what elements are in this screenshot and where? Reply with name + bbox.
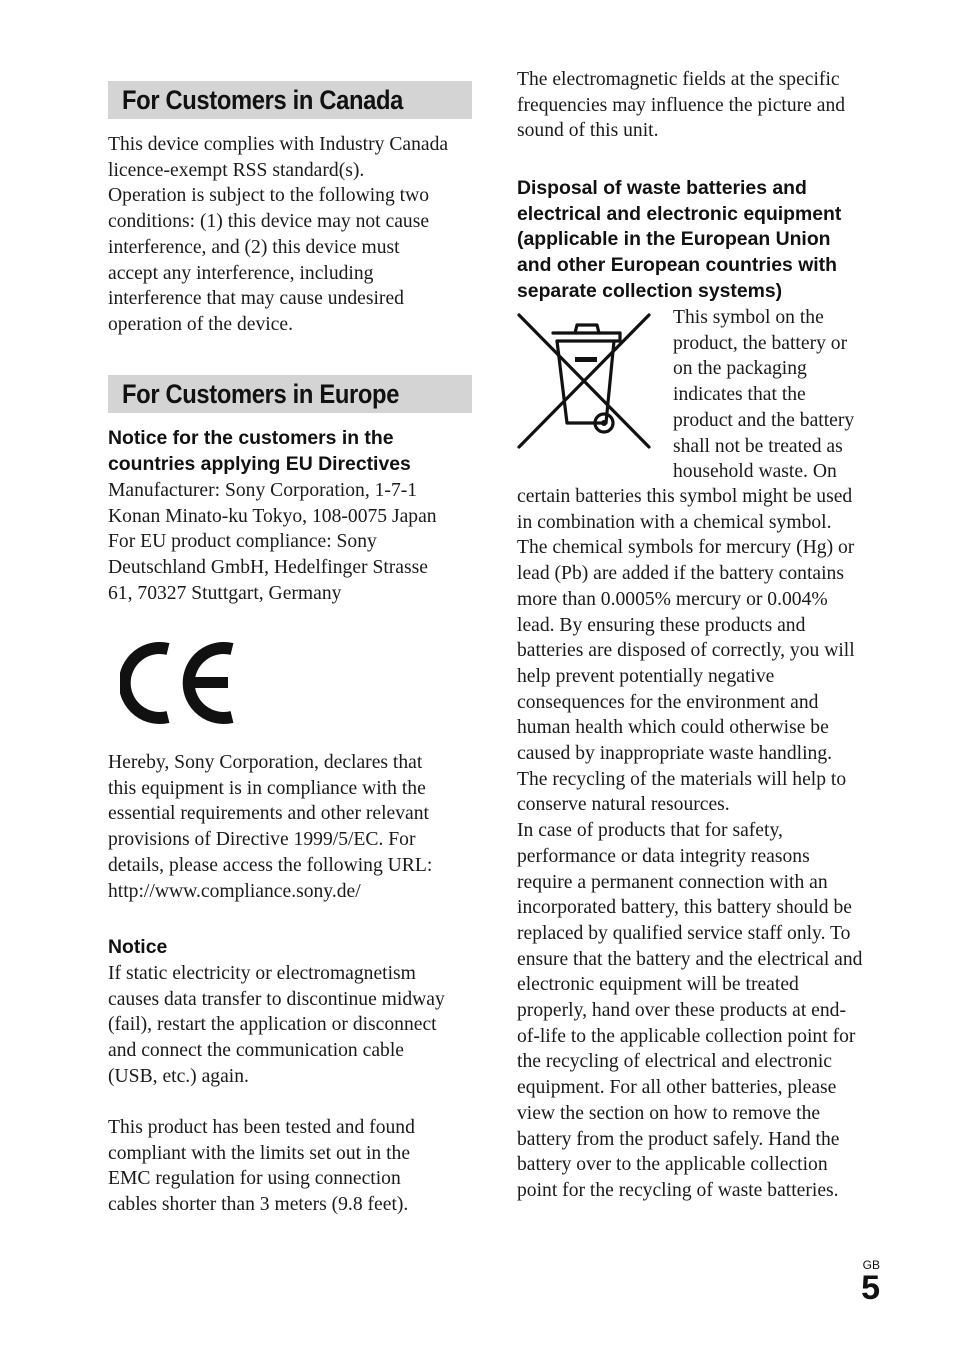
emc-compliance-text: This product has been tested and found compliant with the limits set out in the EMC regulation for using connection cables shorter than 3 meters (9.8 feet). [108,1117,415,1216]
page-number: 5 [861,1269,880,1307]
canada-section-heading: For Customers in Canada [108,81,472,119]
canada-compliance-text: This device complies with Industry Canada licence-exempt RSS standard(s). Operation is subject to the following two conditions: (1) this device may not cause interference, and (2) this device must accept any interference, including interference that may cause undesired operation of the device. [108,134,449,335]
eu-notice-heading: Notice for the customers in the countries applying EU Directives [108,427,411,475]
eu-notice-text: Manufacturer: Sony Corporation, 1-7-1 Konan Minato-ku Tokyo, 108-0075 Japan For EU product compliance: Sony Deutschland GmbH, Hedelfinger Strasse 61, 70327 Stuttgart, Germany [108,480,437,604]
notice-text: If static electricity or electromagnetism causes data transfer to discontinue midway (fail), restart the application or disconnect and connect the communication cable (USB, etc.) again. [108,963,445,1087]
disposal-text: certain batteries this symbol might be used in combination with a chemical symbol. The chemical symbols for mercury (Hg) or lead (Pb) are added if the battery contains more than 0.0005% mercury or 0.004% lead. By ensuring these products and batteries are disposed of correctly, you will help prevent potentially negative consequences for the environment and human health which could otherwise be caused by inappropriate waste handling. The recycling of the materials will help to conserve natural resources. In case of products that for safety, performance or data integrity reasons require a permanent connection with an incorporated battery, this battery should be replaced by qualified service staff only. To ensure that the battery and the electrical and electronic equipment will be treated properly, hand over these products at end- of-life to the applicable collection point for the recycling of electrical and electronic equipment. For all other batteries, please view the section on how to remove the battery from the product safely. Hand the battery over to the applicable collection point for the recycling of waste batteries. [517,486,863,1201]
electromagnetic-fields-text: The electromagnetic fields at the specific frequencies may influence the picture and sound of this unit. [517,69,846,142]
declaration-of-conformity-text: Hereby, Sony Corporation, declares that this equipment is in compliance with the essential requirements and other relevant provisions of Directive 1999/5/EC. For details, please access the following URL: http://www.compliance.sony.de/ [108,752,433,902]
ce-mark-icon [120,640,234,726]
disposal-text-beside-icon: This symbol on the product, the battery or on the packaging indicates that the product and the battery shall not be treated as household waste. On [673,307,855,483]
page-number-block [861,1258,880,1307]
crossed-out-wheelie-bin-icon [517,311,651,451]
disposal-heading: Disposal of waste batteries and electrical and electronic equipment (applicable in the European Union and other European countries with separate collection systems) [517,177,842,302]
notice-heading: Notice [108,936,168,958]
europe-section-heading: For Customers in Europe [108,375,472,413]
language-code: GB [862,1258,880,1272]
